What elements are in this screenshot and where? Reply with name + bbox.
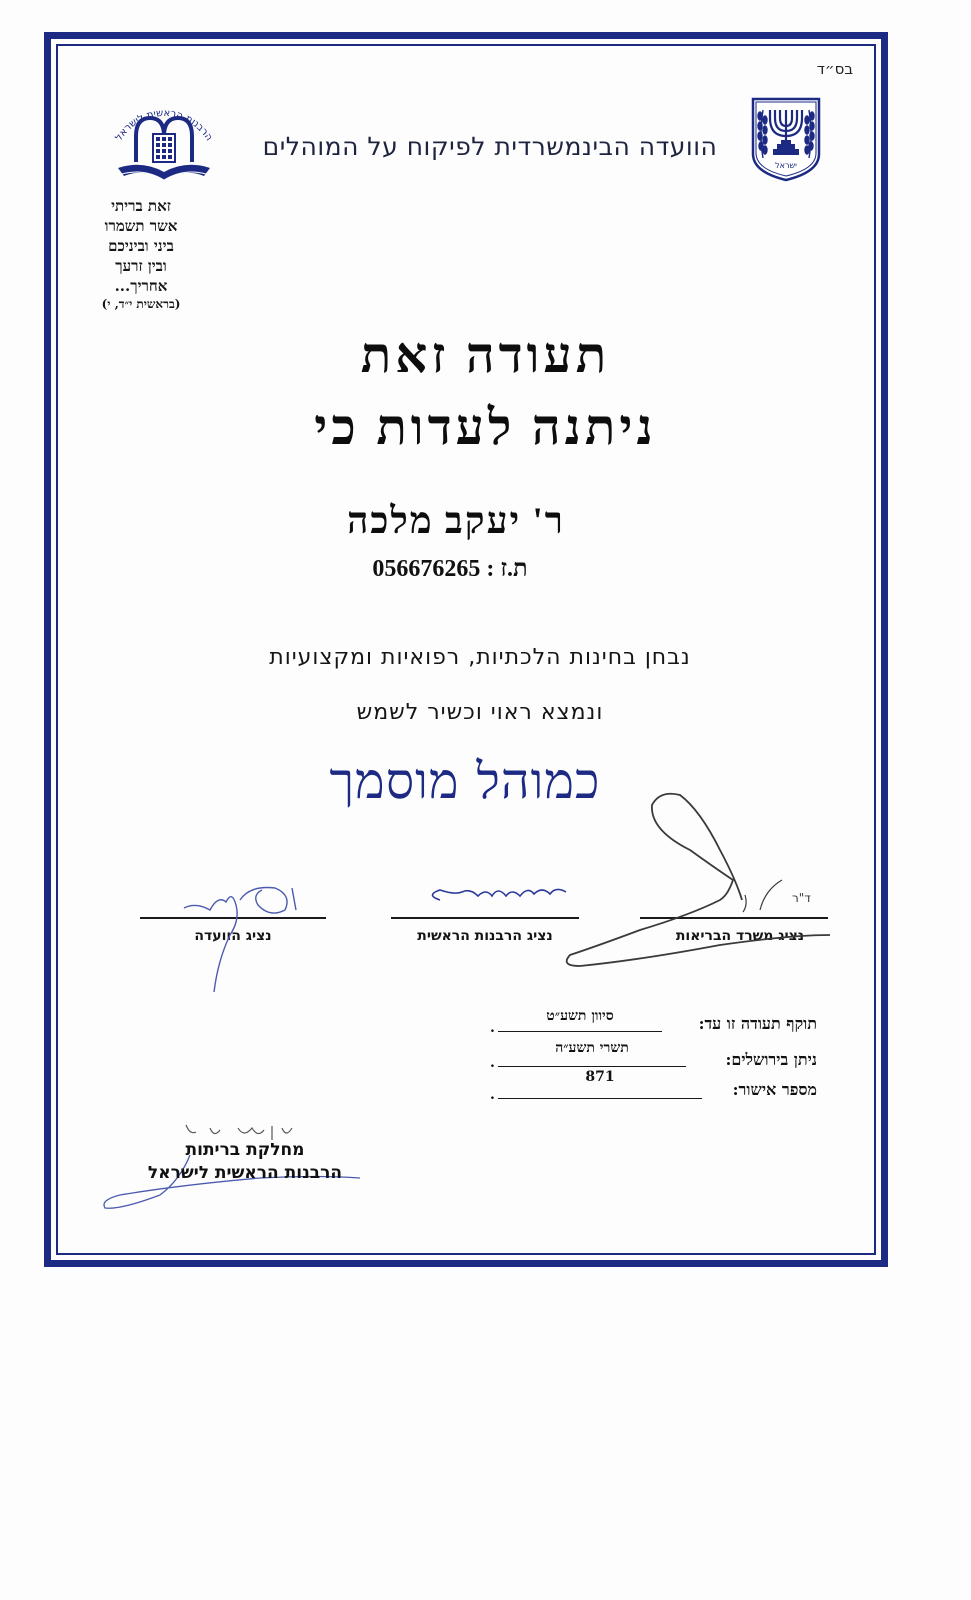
department-line-2: הרבנות הראשית לישראל bbox=[147, 1163, 343, 1183]
valid-until-value: סיוון תשע״ט bbox=[546, 1008, 614, 1024]
certificate-title-line-2: ניתנה לעדות כי bbox=[314, 399, 657, 455]
signature-line-committee bbox=[140, 917, 326, 919]
id-number: 056676265 bbox=[372, 556, 481, 582]
verse-line: אשר תשמרו bbox=[104, 217, 178, 235]
chief-rabbinate-logo-icon bbox=[100, 96, 228, 188]
signature-line-health-ministry bbox=[640, 917, 828, 919]
issued-value: תשרי תשע״ה bbox=[555, 1040, 629, 1056]
certificate-title-line-1: תעודה זאת bbox=[360, 327, 611, 383]
issued-in-jerusalem-label: ניתן בירושלים: bbox=[725, 1050, 817, 1069]
verse-source: (בראשית י״ד, י) bbox=[101, 297, 181, 311]
recipient-name: ר' יעקב מלכה bbox=[347, 501, 565, 542]
state-of-israel-emblem-icon bbox=[750, 96, 822, 182]
svg-text:ישראל: ישראל bbox=[775, 161, 797, 170]
recipient-id bbox=[0, 556, 900, 583]
valid-until-underline bbox=[498, 1031, 662, 1032]
signatory-label-committee: נציג הוועדה bbox=[194, 928, 272, 944]
valid-until-dot: . bbox=[490, 1020, 495, 1036]
verse-line: זאת בריתי bbox=[111, 197, 171, 215]
body-text-line-2: ונמצא ראוי וכשיר לשמש bbox=[356, 700, 604, 725]
svg-text:הרבנות הראשית לישראל: הרבנות הראשית לישראל bbox=[113, 107, 215, 144]
id-label: ת.ז : bbox=[486, 556, 528, 582]
signatory-label-health-ministry: נציג משרד הבריאות bbox=[675, 928, 805, 944]
verse-quote bbox=[80, 196, 202, 312]
verse-line: ובין זרעך bbox=[115, 257, 167, 275]
approval-number-underline bbox=[498, 1098, 702, 1099]
issued-underline bbox=[498, 1066, 686, 1067]
valid-until-label: תוקף תעודה זו עד: bbox=[698, 1014, 817, 1033]
approval-number-dot: . bbox=[490, 1087, 495, 1103]
approval-number-value: 871 bbox=[585, 1069, 615, 1085]
signatory-label-chief-rabbinate: נציג הרבנות הראשית bbox=[417, 928, 553, 944]
certified-role: כמוהל מוסמך bbox=[329, 752, 601, 810]
signature-line-chief-rabbinate bbox=[391, 917, 579, 919]
approval-number-label: מספר אישור: bbox=[732, 1080, 817, 1099]
verse-line: ביני וביניכם bbox=[108, 237, 174, 255]
department-line-1: מחלקת בריתות bbox=[185, 1140, 305, 1160]
svg-text:ד"ר: ד"ר bbox=[792, 891, 811, 905]
issuer-title: הוועדה הבינמשרדית לפיקוח על המוהלים bbox=[262, 132, 718, 161]
bsd-header-mark: בס״ד bbox=[816, 60, 853, 78]
issued-dot: . bbox=[490, 1055, 495, 1071]
body-text-line-1: נבחן בחינות הלכתיות, רפואיות ומקצועיות bbox=[269, 645, 691, 670]
verse-line: אחריך... bbox=[114, 277, 168, 295]
